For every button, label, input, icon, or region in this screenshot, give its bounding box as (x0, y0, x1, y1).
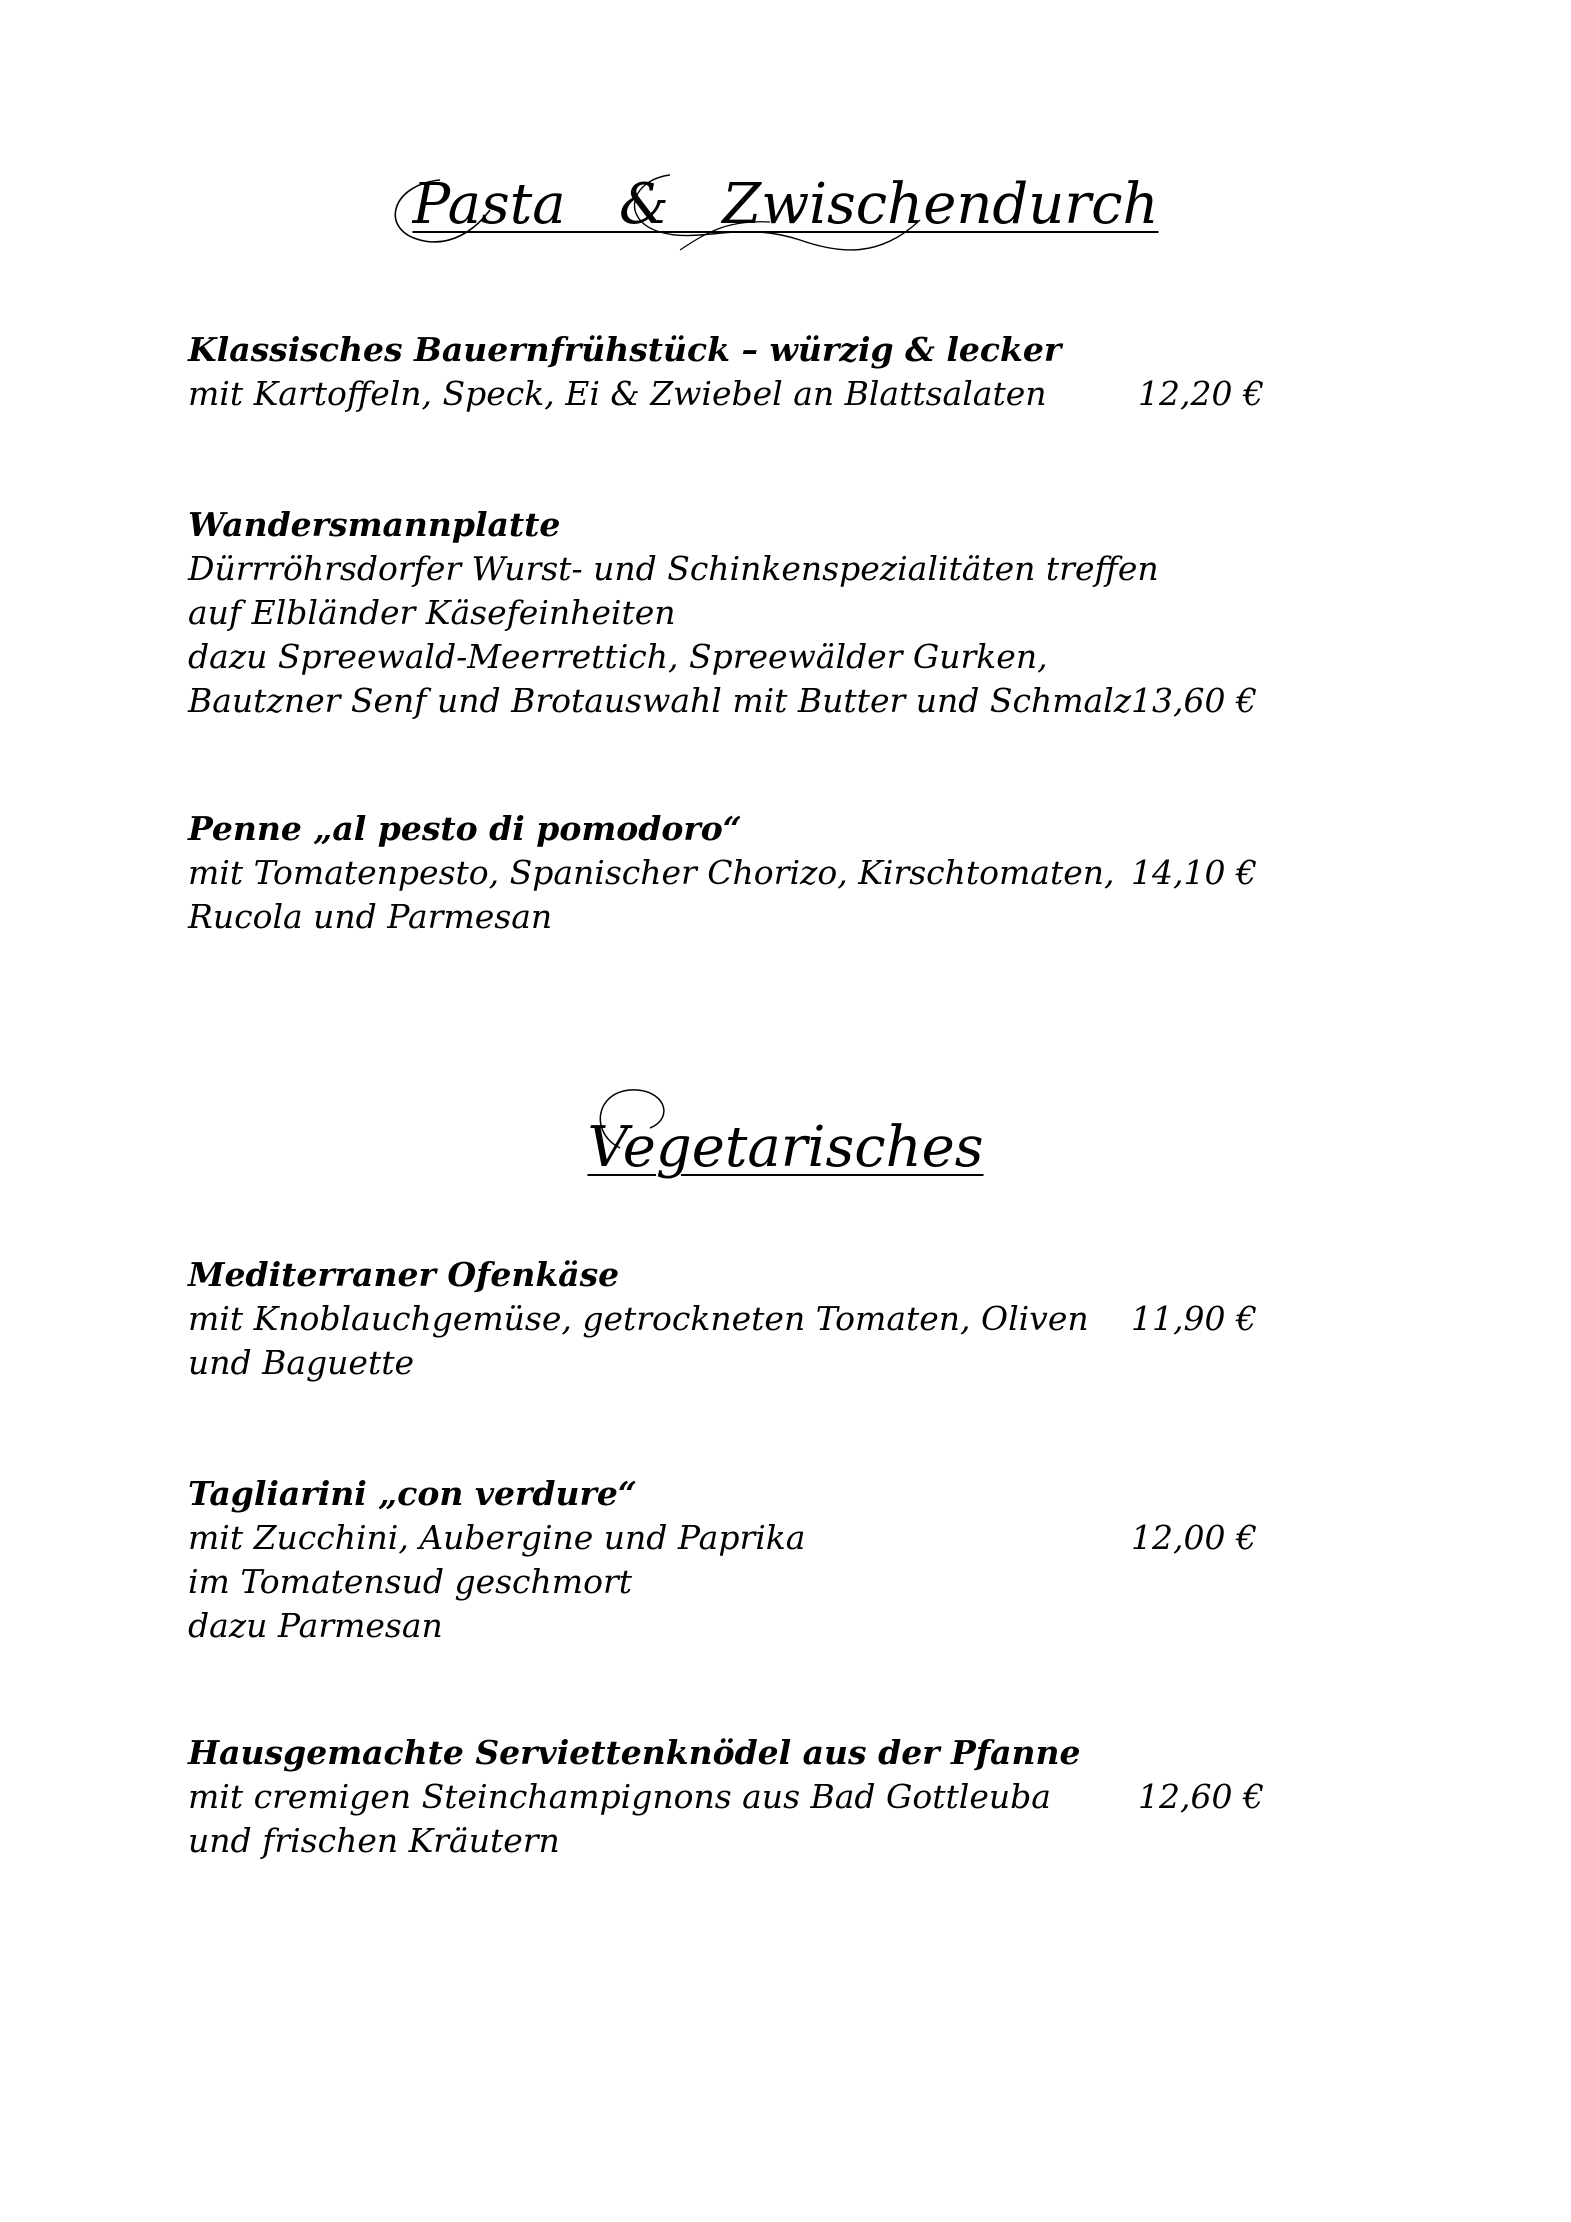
menu-item (188, 1472, 1318, 1648)
item-description: mit cremigen Steinchampignons aus Bad Gottleuba 12,60 € (188, 1775, 1318, 1819)
menu-item (188, 1731, 1318, 1863)
item-description: Rucola und Parmesan (188, 897, 553, 936)
section-heading-pasta: Pasta & Zwischendurch (412, 172, 1159, 237)
item-description: mit Knoblauchgemüse, getrockneten Tomaten, Oliven 11,90 € (188, 1297, 1318, 1341)
item-description: und frischen Kräutern (188, 1821, 560, 1860)
item-price: 12,60 € (1138, 1777, 1264, 1816)
item-price: 14,10 € (1131, 853, 1257, 892)
item-name: Wandersmannplatte (188, 505, 561, 544)
item-description: und Baguette (188, 1343, 415, 1382)
item-description: dazu Parmesan (188, 1606, 443, 1645)
item-name: Tagliarini „con verdure“ (188, 1474, 637, 1513)
item-description: mit Kartoffeln, Speck, Ei & Zwiebel an Blattsalaten 12,20 € (188, 372, 1318, 416)
menu-item (188, 1253, 1318, 1385)
menu-item (188, 807, 1318, 939)
item-description: Dürrröhrsdorfer Wurst- und Schinkenspezialitäten treffen (188, 549, 1159, 588)
item-price: 12,20 € (1138, 374, 1264, 413)
item-description: mit Tomatenpesto, Spanischer Chorizo, Kirschtomaten, 14,10 € (188, 851, 1318, 895)
item-price: 12,00 € (1131, 1518, 1257, 1557)
item-description: auf Elbländer Käsefeinheiten (188, 593, 676, 632)
item-description: mit Zucchini, Aubergine und Paprika 12,00 € (188, 1516, 1318, 1560)
item-price: 13,60 € (1131, 681, 1257, 720)
item-name: Klassisches Bauernfrühstück – würzig & lecker (188, 330, 1062, 369)
menu-item (188, 503, 1318, 723)
menu-item (188, 328, 1318, 416)
item-description: Bautzner Senf und Brotauswahl mit Butter und Schmalz 13,60 € (188, 679, 1318, 723)
item-description: im Tomatensud geschmort (188, 1562, 632, 1601)
item-description: dazu Spreewald-Meerrettich, Spreewälder Gurken, (188, 637, 1048, 676)
item-name: Mediterraner Ofenkäse (188, 1255, 620, 1294)
item-name: Penne „al pesto di pomodoro“ (188, 809, 742, 848)
item-name: Hausgemachte Serviettenknödel aus der Pfanne (188, 1733, 1081, 1772)
section-heading-vegetarisch: Vegetarisches (587, 1115, 984, 1180)
item-price: 11,90 € (1131, 1299, 1257, 1338)
